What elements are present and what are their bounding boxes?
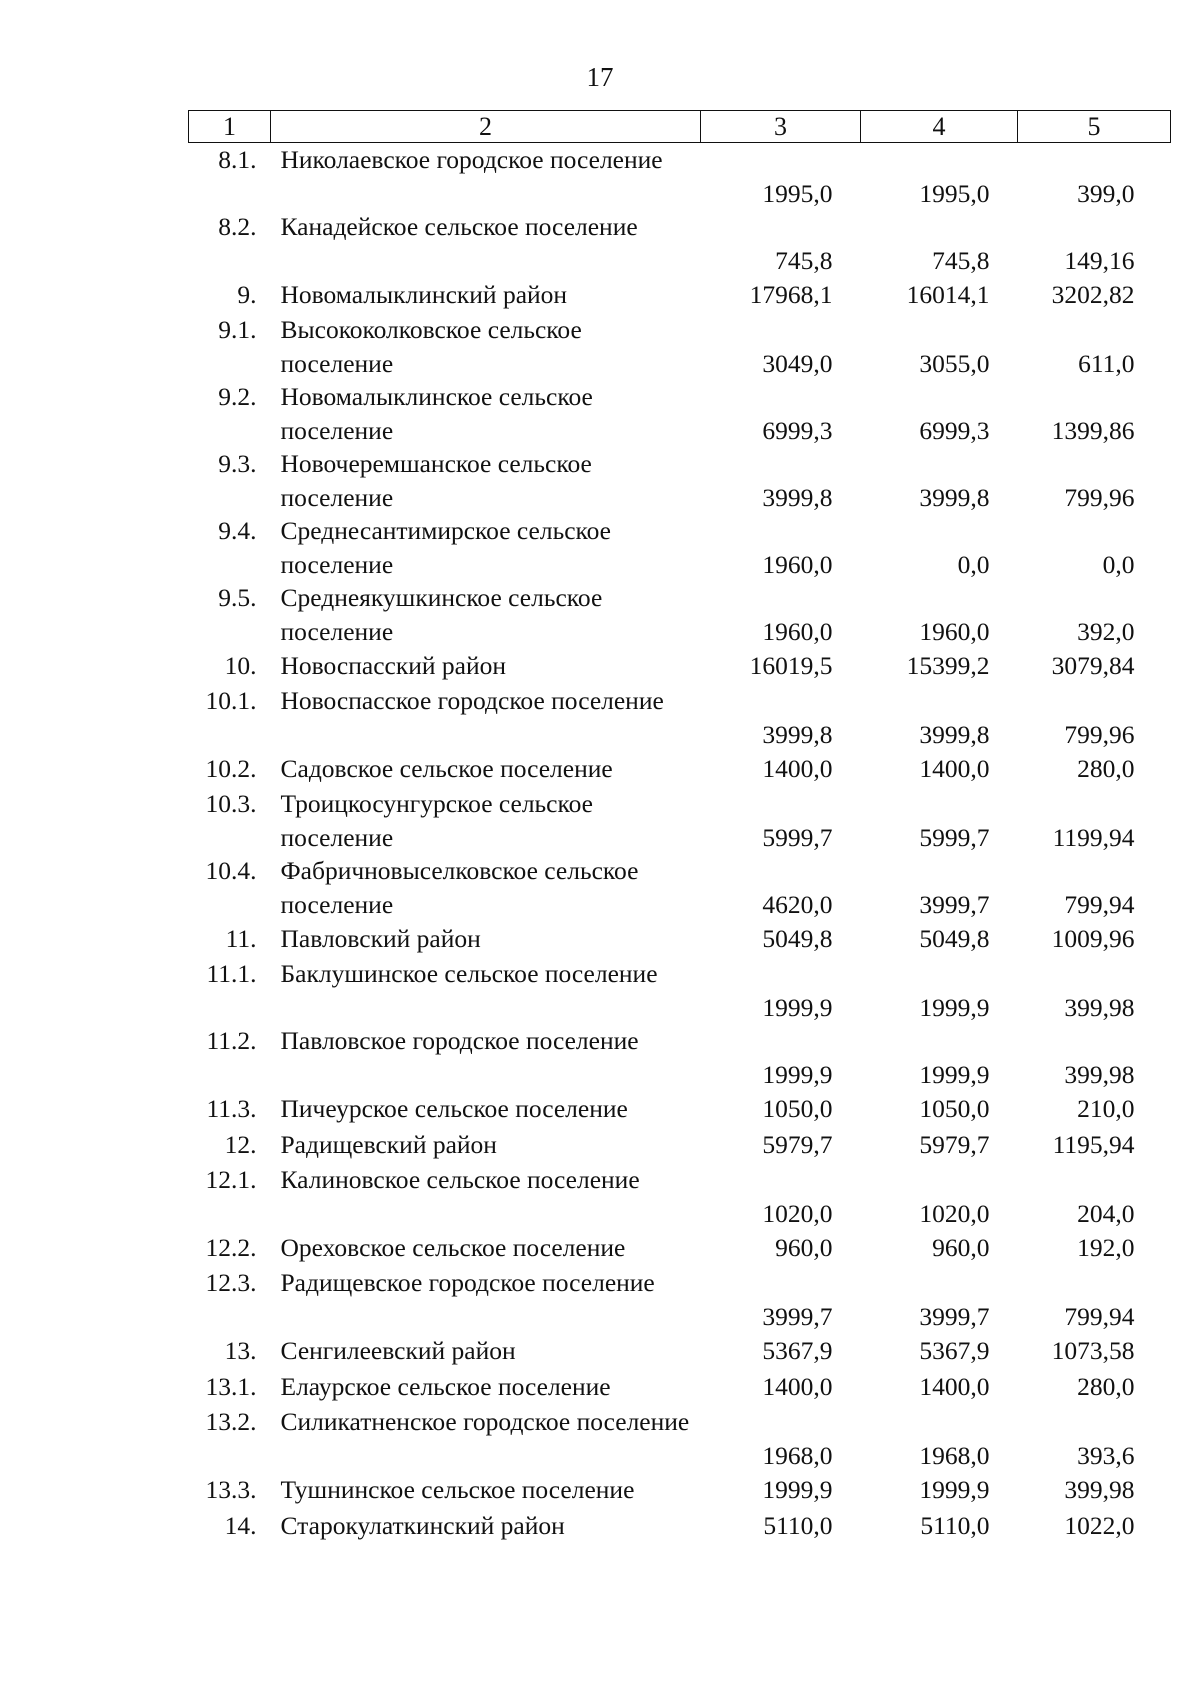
row-value-col3: 5110,0 <box>763 1511 833 1541</box>
row-value-col5: 1399,86 <box>1051 415 1135 445</box>
row-value-col4: 1400,0 <box>919 1372 990 1402</box>
row-value-col5: 192,0 <box>1077 1233 1135 1263</box>
row-value-col4: 1968,0 <box>919 1440 990 1470</box>
table-row <box>189 957 1171 1024</box>
row-name: Баклушинское сельское поселение <box>280 959 658 988</box>
row-value-col3: 1400,0 <box>762 1372 833 1402</box>
row-value-col5: 799,94 <box>1064 889 1135 919</box>
table-row <box>189 1091 1171 1127</box>
table-row <box>189 143 1171 211</box>
row-number: 11.2. <box>206 1026 257 1055</box>
row-value-col5: 0,0 <box>1102 549 1135 579</box>
row-value-col3: 4620,0 <box>762 889 833 919</box>
row-number: 10. <box>224 651 257 680</box>
row-value-col3: 1995,0 <box>762 178 833 208</box>
row-value-col3: 16019,5 <box>749 651 833 681</box>
row-value-col3: 5979,7 <box>762 1130 833 1160</box>
row-number: 12.3. <box>205 1268 257 1297</box>
row-value-col4: 0,0 <box>957 549 990 579</box>
row-value-col5: 280,0 <box>1077 1372 1135 1402</box>
table-row <box>189 1024 1171 1091</box>
row-number: 8.1. <box>218 145 257 174</box>
row-name: Среднесантимирское сельское поселение <box>280 516 611 579</box>
row-value-col5: 799,96 <box>1064 482 1135 512</box>
table-row <box>189 751 1171 787</box>
row-number: 13.3. <box>205 1475 257 1504</box>
row-value-col3: 745,8 <box>775 245 833 275</box>
row-value-col3: 6999,3 <box>762 415 833 445</box>
row-name: Новочеремшанское сельское поселение <box>280 449 592 512</box>
row-value-col3: 1968,0 <box>762 1440 833 1470</box>
row-value-col3: 1999,9 <box>762 992 833 1022</box>
data-table <box>188 110 1171 1544</box>
row-value-col5: 149,16 <box>1064 245 1135 275</box>
row-value-col5: 1022,0 <box>1064 1511 1135 1541</box>
row-name: Тушнинское сельское поселение <box>280 1475 635 1504</box>
header-col-5: 5 <box>1018 111 1171 143</box>
row-value-col5: 3202,82 <box>1051 280 1135 310</box>
row-name: Новомалыклинский район <box>280 280 568 309</box>
row-value-col4: 5049,8 <box>919 924 990 954</box>
row-value-col5: 399,98 <box>1064 1059 1135 1089</box>
row-value-col3: 1960,0 <box>762 549 833 579</box>
row-value-col4: 3999,8 <box>919 482 990 512</box>
table-row <box>189 313 1171 380</box>
row-number: 9.4. <box>218 516 257 545</box>
row-value-col5: 393,6 <box>1077 1440 1135 1470</box>
row-number: 13. <box>224 1336 257 1365</box>
row-value-col4: 745,8 <box>932 245 990 275</box>
row-name: Среднеякушкинское сельское поселение <box>280 583 603 646</box>
row-number: 11.3. <box>206 1094 257 1123</box>
row-value-col4: 3055,0 <box>919 348 990 378</box>
table-row <box>189 854 1171 921</box>
row-value-col3: 3999,7 <box>762 1301 833 1331</box>
row-value-col5: 280,0 <box>1077 754 1135 784</box>
row-value-col5: 1199,94 <box>1052 822 1135 852</box>
table-body <box>189 143 1171 1545</box>
row-name: Елаурское сельское поселение <box>280 1372 611 1401</box>
table-row <box>189 787 1171 854</box>
table-row <box>189 1508 1171 1544</box>
row-value-col5: 1009,96 <box>1051 924 1135 954</box>
table-row <box>189 1333 1171 1369</box>
row-name: Калиновское сельское поселение <box>280 1165 640 1194</box>
row-value-col4: 1400,0 <box>919 754 990 784</box>
table-row <box>189 380 1171 447</box>
row-value-col4: 1999,9 <box>919 992 990 1022</box>
row-value-col4: 1999,9 <box>919 1059 990 1089</box>
row-value-col3: 1960,0 <box>762 616 833 646</box>
table-row <box>189 210 1171 277</box>
row-name: Радищевское городское поселение <box>280 1268 655 1297</box>
table-row <box>189 447 1171 514</box>
row-value-col4: 1995,0 <box>919 178 990 208</box>
row-number: 12.2. <box>205 1233 257 1262</box>
row-value-col5: 3079,84 <box>1051 651 1135 681</box>
row-number: 8.2. <box>218 212 257 241</box>
row-number: 10.4. <box>205 856 257 885</box>
row-number: 14. <box>224 1511 257 1540</box>
row-number: 9.3. <box>218 449 257 478</box>
table-row <box>189 1369 1171 1405</box>
header-row <box>189 111 1171 143</box>
row-value-col5: 799,94 <box>1064 1301 1135 1331</box>
row-value-col4: 5367,9 <box>919 1336 990 1366</box>
row-value-col5: 210,0 <box>1077 1094 1135 1124</box>
row-value-col4: 3999,7 <box>919 1301 990 1331</box>
row-number: 12. <box>224 1130 257 1159</box>
row-name: Садовское сельское поселение <box>280 754 613 783</box>
row-value-col5: 399,98 <box>1064 992 1135 1022</box>
table-row <box>189 1163 1171 1230</box>
row-name: Павловский район <box>280 924 481 953</box>
row-number: 10.3. <box>205 789 257 818</box>
row-number: 10.2. <box>205 754 257 783</box>
row-number: 13.2. <box>205 1407 257 1436</box>
row-value-col4: 1999,9 <box>919 1475 990 1505</box>
row-value-col3: 3999,8 <box>762 719 833 749</box>
row-name: Павловское городское поселение <box>280 1026 639 1055</box>
row-name: Сенгилеевский район <box>280 1336 516 1365</box>
row-value-col3: 3049,0 <box>762 348 833 378</box>
row-name: Пичеурское сельское поселение <box>280 1094 628 1123</box>
row-name: Радищевский район <box>280 1130 497 1159</box>
row-value-col5: 204,0 <box>1077 1198 1135 1228</box>
table-row <box>189 514 1171 581</box>
row-value-col3: 960,0 <box>775 1233 833 1263</box>
row-value-col5: 611,0 <box>1078 348 1135 378</box>
row-name: Старокулаткинский район <box>280 1511 565 1540</box>
row-value-col4: 15399,2 <box>906 651 990 681</box>
row-value-col3: 17968,1 <box>749 280 833 310</box>
table-row <box>189 1266 1171 1333</box>
row-name: Николаевское городское поселение <box>280 145 663 174</box>
row-value-col4: 1050,0 <box>919 1094 990 1124</box>
row-value-col4: 16014,1 <box>906 280 990 310</box>
row-value-col3: 5367,9 <box>762 1336 833 1366</box>
row-value-col4: 5110,0 <box>920 1511 990 1541</box>
row-value-col5: 1195,94 <box>1052 1130 1135 1160</box>
row-number: 9. <box>237 280 257 309</box>
row-number: 11. <box>225 924 257 953</box>
row-value-col4: 5999,7 <box>919 822 990 852</box>
row-value-col3: 1999,9 <box>762 1475 833 1505</box>
row-number: 10.1. <box>205 686 257 715</box>
table-row <box>189 921 1171 957</box>
row-name: Силикатненское городское поселение <box>280 1407 690 1436</box>
row-name: Новомалыклинское сельское поселение <box>280 382 593 445</box>
table-row <box>189 1472 1171 1508</box>
header-col-4: 4 <box>861 111 1018 143</box>
header-col-1: 1 <box>189 111 271 143</box>
row-value-col5: 392,0 <box>1077 616 1135 646</box>
row-number: 11.1. <box>206 959 257 988</box>
table-row <box>189 648 1171 684</box>
row-value-col3: 1999,9 <box>762 1059 833 1089</box>
row-value-col4: 3999,8 <box>919 719 990 749</box>
table-row <box>189 581 1171 648</box>
row-value-col3: 5999,7 <box>762 822 833 852</box>
row-value-col5: 399,0 <box>1077 178 1135 208</box>
row-value-col5: 799,96 <box>1064 719 1135 749</box>
table-row <box>189 1127 1171 1163</box>
page-number: 17 <box>586 62 614 92</box>
row-name: Фабричновыселковское сельское поселение <box>280 856 639 919</box>
row-name: Высококолковское сельское поселение <box>280 315 582 378</box>
row-value-col4: 3999,7 <box>919 889 990 919</box>
row-value-col5: 399,98 <box>1064 1475 1135 1505</box>
row-value-col4: 6999,3 <box>919 415 990 445</box>
row-value-col4: 960,0 <box>932 1233 990 1263</box>
row-name: Ореховское сельское поселение <box>280 1233 626 1262</box>
row-value-col3: 3999,8 <box>762 482 833 512</box>
row-value-col3: 5049,8 <box>762 924 833 954</box>
header-col-2: 2 <box>271 111 701 143</box>
row-value-col4: 1960,0 <box>919 616 990 646</box>
row-value-col3: 1400,0 <box>762 754 833 784</box>
row-number: 13.1. <box>205 1372 257 1401</box>
row-number: 9.2. <box>218 382 257 411</box>
row-value-col3: 1050,0 <box>762 1094 833 1124</box>
row-number: 12.1. <box>205 1165 257 1194</box>
row-number: 9.1. <box>218 315 257 344</box>
row-value-col3: 1020,0 <box>762 1198 833 1228</box>
table-row <box>189 1405 1171 1472</box>
table-row <box>189 1230 1171 1266</box>
table-row <box>189 684 1171 751</box>
row-value-col4: 5979,7 <box>919 1130 990 1160</box>
row-name: Канадейское сельское поселение <box>280 212 638 241</box>
row-name: Новоспасский район <box>280 651 507 680</box>
row-value-col5: 1073,58 <box>1051 1336 1135 1366</box>
budget-table <box>188 110 1170 1544</box>
row-name: Новоспасское городское поселение <box>280 686 664 715</box>
table-row <box>189 277 1171 313</box>
row-number: 9.5. <box>218 583 257 612</box>
row-name: Троицкосунгурское сельское поселение <box>280 789 593 852</box>
header-col-3: 3 <box>701 111 861 143</box>
row-value-col4: 1020,0 <box>919 1198 990 1228</box>
